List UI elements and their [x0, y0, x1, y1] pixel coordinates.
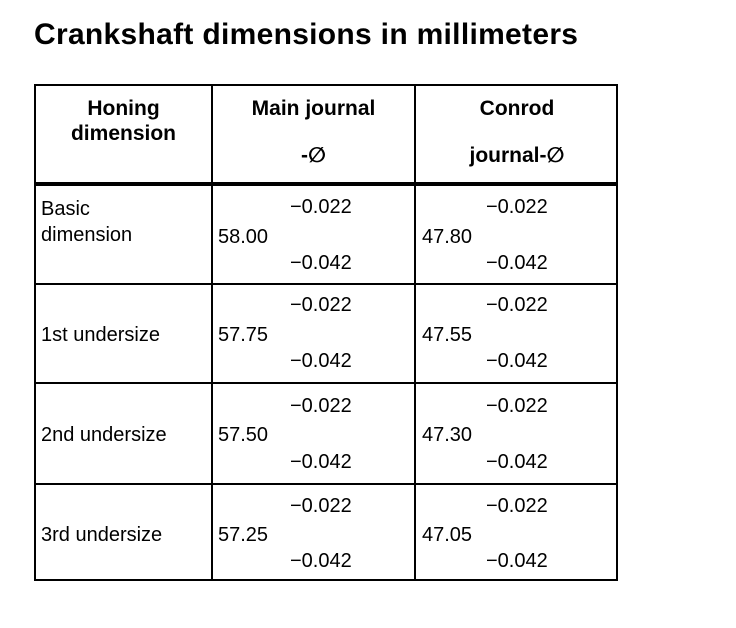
main-nominal-value: 57.75	[218, 324, 269, 346]
row-label-1st-undersize	[36, 322, 211, 348]
conrod-lower-tolerance: −0.042	[486, 550, 548, 572]
main-upper-tolerance: −0.022	[290, 395, 352, 417]
conrod-nominal-value: 47.80	[422, 226, 473, 248]
main-upper-tolerance: −0.022	[290, 294, 352, 316]
page-title: Crankshaft dimensions in millimeters	[34, 18, 579, 51]
main-nominal-value: 58.00	[218, 226, 269, 248]
row-divider	[36, 483, 616, 485]
header-conrod-line2: journal-∅	[469, 144, 565, 167]
crankshaft-dimensions-table	[34, 84, 618, 581]
main-nominal-value: 57.50	[218, 424, 269, 446]
conrod-upper-tolerance: −0.022	[486, 495, 548, 517]
conrod-nominal-value: 47.05	[422, 524, 473, 546]
row-label-basic-dimension	[36, 196, 211, 248]
header-conrod-line1: Conrod	[479, 97, 555, 120]
main-upper-tolerance: −0.022	[290, 495, 352, 517]
header-main-journal	[213, 96, 414, 168]
header-conrod-journal	[416, 96, 618, 168]
conrod-nominal-value: 47.55	[422, 324, 473, 346]
row-label-line1: Basic	[41, 198, 90, 220]
row-label-3rd-undersize	[36, 522, 211, 548]
row-label-line1: 1st undersize	[41, 324, 160, 346]
conrod-upper-tolerance: −0.022	[486, 395, 548, 417]
row-label-2nd-undersize	[36, 422, 211, 448]
conrod-lower-tolerance: −0.042	[486, 451, 548, 473]
conrod-lower-tolerance: −0.042	[486, 252, 548, 274]
row-label-line2: dimension	[41, 224, 133, 246]
row-divider	[36, 283, 616, 285]
row-label-line1: 3rd undersize	[41, 524, 163, 546]
main-lower-tolerance: −0.042	[290, 451, 352, 473]
header-divider	[36, 182, 616, 186]
header-honing-line1: Honing	[87, 97, 160, 120]
header-honing-line2: dimension	[70, 122, 176, 145]
header-main-line2: -∅	[301, 144, 326, 167]
main-nominal-value: 57.25	[218, 524, 269, 546]
header-main-line1: Main journal	[251, 97, 376, 120]
conrod-lower-tolerance: −0.042	[486, 350, 548, 372]
header-honing-dimension	[36, 96, 211, 146]
main-lower-tolerance: −0.042	[290, 550, 352, 572]
main-upper-tolerance: −0.022	[290, 196, 352, 218]
conrod-upper-tolerance: −0.022	[486, 294, 548, 316]
row-label-line1: 2nd undersize	[41, 424, 167, 446]
conrod-upper-tolerance: −0.022	[486, 196, 548, 218]
main-lower-tolerance: −0.042	[290, 252, 352, 274]
main-lower-tolerance: −0.042	[290, 350, 352, 372]
conrod-nominal-value: 47.30	[422, 424, 473, 446]
row-divider	[36, 382, 616, 384]
